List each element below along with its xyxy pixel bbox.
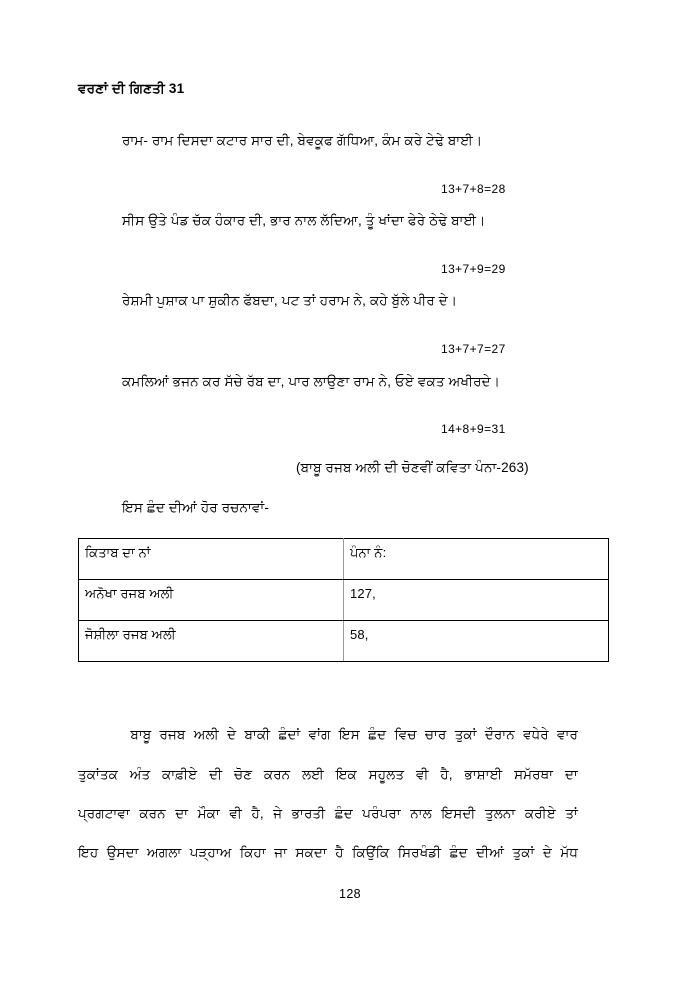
word: ਸਕਦਾ [295, 845, 327, 860]
word: ਛੰਦ [334, 806, 353, 821]
word: ਦੇ [227, 727, 237, 742]
word: ਬਾਬੂ [130, 727, 152, 742]
word: ਤੁਕਾਂ [454, 727, 477, 742]
word: ਕਰਨ [263, 767, 291, 782]
word: ਅੰਤ [129, 767, 151, 782]
word: ਤੁਕਾਂ [512, 845, 535, 860]
word: ਸਹੂਲਤ [368, 767, 405, 782]
word: ਜੇ [273, 806, 283, 821]
paragraph-line-2 [78, 767, 578, 783]
paragraph-line-3 [78, 806, 578, 822]
table-row [79, 580, 609, 621]
page-heading: ਵਰਣਾਂ ਦੀ ਗਿਣਤੀ 31 [78, 81, 185, 96]
word: ਪੜ੍ਹਾਅ [189, 845, 232, 860]
table-cell-page-no: 127, [344, 580, 609, 621]
word: ਹੈ, [440, 767, 453, 782]
word: ਛੰਦ [368, 727, 387, 742]
table-row [79, 621, 609, 662]
word: ਦੀਆਂ [476, 845, 505, 860]
word: ਮੌਕਾ [197, 806, 220, 821]
table-cell-book-name: ਅਨੋਖਾ ਰਜਬ ਅਲੀ [79, 580, 344, 621]
word: ਛੰਦ [449, 845, 468, 860]
table-header-book-name: ਕਿਤਾਬ ਦਾ ਨਾਂ [79, 539, 344, 580]
word: ਉਸਦਾ [106, 845, 139, 860]
word: ਅਲੀ [193, 727, 219, 742]
word: ਇਹ [78, 845, 99, 860]
word: ਸਮੱਰਥਾ [514, 767, 554, 782]
word: ਵੀ [415, 767, 429, 782]
verse-line-2: ਸੀਸ ਉਤੇ ਪੰਡ ਚੱਕ ਹੰਕਾਰ ਦੀ, ਭਾਰ ਨਾਲ ਲੱਦਿਆ, ਤੂੰ ਖਾਂਦਾ ਫੇਰੇ ਠੇਢੇ ਬਾਈ। [122, 213, 486, 228]
table-cell-page-no: 58, [344, 621, 609, 662]
word: ਚੋਣ [234, 767, 253, 782]
word: ਰਜਬ [159, 727, 186, 742]
word: ਵੀ [229, 806, 242, 821]
word: ਦਾ [175, 806, 189, 821]
word: ਵਾਰ [557, 727, 578, 742]
verse-line-1: ਰਾਮ- ਰਾਮ ਦਿਸਦਾ ਕਟਾਰ ਸਾਰ ਦੀ, ਬੇਵਕੂਫ ਗੱਧਿਆ, ਕੰਮ ਕਰੇ ਟੇਢੇ ਬਾਈ। [122, 133, 483, 148]
paragraph-line-4 [78, 845, 578, 861]
word: ਭਾਸ਼ਾਈ [464, 767, 503, 782]
word: ਚਾਰ [424, 727, 447, 742]
word: ਪ੍ਰਗਟਾਵਾ [78, 806, 130, 821]
word: ਅਗਲਾ [147, 845, 182, 860]
word: ਬਾਕੀ [244, 727, 271, 742]
page-number: 128 [338, 887, 362, 901]
word: ਕਰੀਏ [524, 806, 556, 821]
source-citation: (ਬਾਬੂ ਰਜਬ ਅਲੀ ਦੀ ਚੋਣਵੀਂ ਕਵਿਤਾ ਪੰਨਾ-263) [296, 460, 529, 475]
word: ਦੇ [542, 845, 552, 860]
word: ਵਾਂਗ [308, 727, 331, 742]
table-header-page-no: ਪੰਨਾ ਨੰ: [344, 539, 609, 580]
word: ਕਰਨ [139, 806, 166, 821]
word: ਵਿਚ [394, 727, 417, 742]
word: ਪਰੰਪਰਾ [362, 806, 401, 821]
word: ਹੈ [335, 845, 344, 860]
word: ਨਾਲ [410, 806, 432, 821]
word: ਦੌਰਾਨ [484, 727, 515, 742]
word: ਤਾਂ [565, 806, 578, 821]
table-cell-book-name: ਜੋਸ਼ੀਲਾ ਰਜਬ ਅਲੀ [79, 621, 344, 662]
verse-count-1: 13+7+8=28 [441, 182, 506, 196]
verse-count-3: 13+7+7=27 [441, 342, 506, 356]
table-header-row [79, 539, 609, 580]
verse-line-3: ਰੇਸ਼ਮੀ ਪੁਸ਼ਾਕ ਪਾ ਸ਼ੁਕੀਨ ਫੱਬਦਾ, ਪਟ ਤਾਂ ਹਰਾਮ ਨੇ, ਕਹੇ ਬੁੱਲੇ ਪੀਰ ਦੇ। [122, 293, 458, 308]
word: ਕਿਹਾ [239, 845, 266, 860]
paragraph-indent [78, 727, 122, 743]
word: ਕਿਉਂਕਿ [352, 845, 390, 860]
verse-count-4: 14+8+9=31 [441, 422, 506, 436]
compositions-table [78, 538, 609, 662]
word: ਵਧੇਰੇ [523, 727, 549, 742]
paragraph-line-1 [78, 727, 578, 743]
word: ਸਿਰਖੰਡੀ [397, 845, 442, 860]
verse-line-4: ਕਮਲਿਆਂ ਭਜਨ ਕਰ ਸੱਚੇ ਰੱਬ ਦਾ, ਪਾਰ ਲਾਉਣਾ ਰਾਮ ਨੇ, ਓਏ ਵਕਤ ਅਖੀਰਦੇ। [122, 374, 500, 389]
word: ਲਈ [302, 767, 324, 782]
word: ਭਾਰਤੀ [291, 806, 326, 821]
word: ਕਾਫ਼ੀਏ [162, 767, 198, 782]
word: ਤੁਲਨਾ [484, 806, 516, 821]
word: ਮੱਧ [560, 845, 578, 860]
word: ਇਕ [335, 767, 357, 782]
word: ਇਸ [338, 727, 360, 742]
verse-count-2: 13+7+9=29 [441, 262, 506, 276]
word: ਦਾ [564, 767, 578, 782]
word: ਹੈ, [251, 806, 264, 821]
word: ਇਸਦੀ [441, 806, 476, 821]
word: ਦੀ [209, 767, 223, 782]
word: ਤੁਕਾਂਤਕ [78, 767, 118, 782]
other-compositions-label: ਇਸ ਛੰਦ ਦੀਆਂ ਹੋਰ ਰਚਨਾਵਾਂ- [122, 500, 269, 515]
word: ਛੰਦਾਂ [278, 727, 301, 742]
word: ਜਾ [274, 845, 288, 860]
